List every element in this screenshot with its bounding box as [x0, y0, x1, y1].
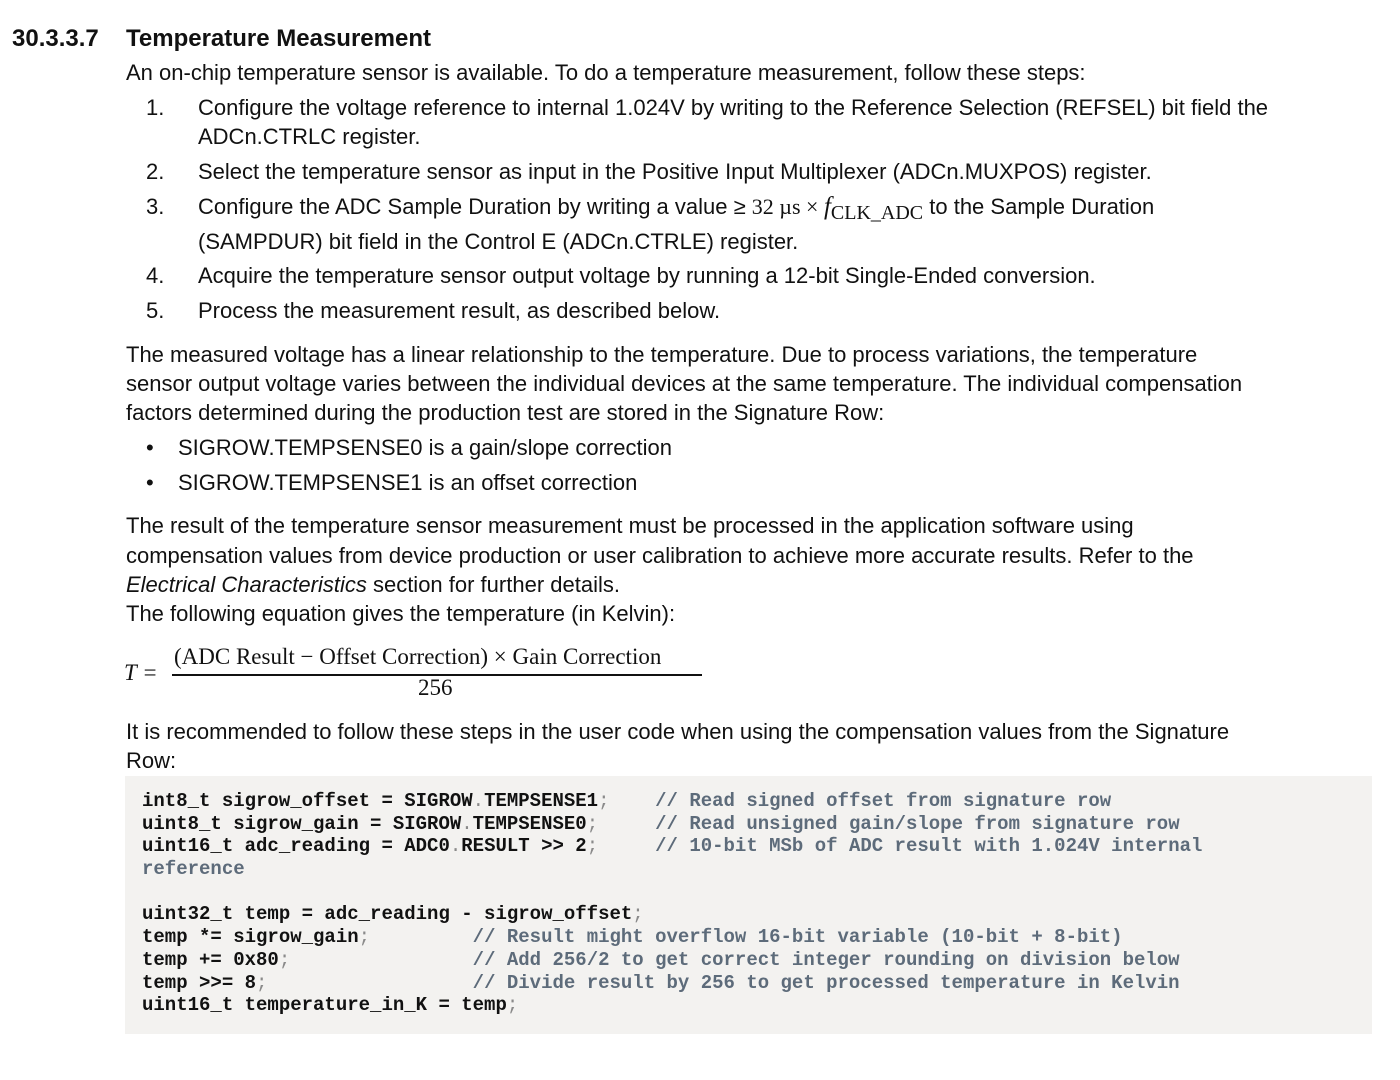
step-text: Configure the voltage reference to internal 1.024V by writing to the Reference Selection (REFSEL) bit field the [198, 95, 1269, 120]
section-title: Temperature Measurement [126, 25, 431, 52]
step-number: 4. [146, 263, 165, 288]
step-text: Acquire the temperature sensor output voltage by running a 12-bit Single-Ended conversion. [198, 263, 1096, 288]
code-comment: // 10-bit MSb of ADC result with 1.024V internal [655, 835, 1203, 858]
step-text: Select the temperature sensor as input in the Positive Input Multiplexer (ADCn.MUXPOS) register. [198, 159, 1152, 184]
code-punct: ; [586, 835, 599, 858]
code-comment: // Read signed offset from signature row [655, 790, 1112, 812]
code-line [142, 858, 1372, 881]
code-line [142, 835, 1372, 858]
code-pad [290, 949, 472, 971]
step-number: 5. [146, 298, 165, 323]
code-punct: ; [598, 790, 610, 812]
math-subscript: CLK_ADC [830, 202, 924, 224]
step-number: 3. [146, 194, 165, 219]
para2-line3: factors determined during the production test are stored in the Signature Row: [126, 400, 885, 425]
code-comment: // Add 256/2 to get correct integer rounding on division below [472, 948, 1180, 971]
code-punct: . [449, 835, 462, 858]
code-text: TEMPSENSE0 [472, 812, 587, 835]
code-text: uint32_t temp = adc_reading - sigrow_offset [142, 903, 633, 926]
code-punct: ; [358, 926, 371, 949]
code-text: temp *= sigrow_gain [142, 926, 359, 949]
code-text: uint16_t adc_reading = ADC0 [142, 835, 450, 858]
code-punct: ; [506, 994, 519, 1017]
para4-line1: It is recommended to follow these steps in the user code when using the compensation values from the Signature [126, 719, 1230, 744]
code-punct: . [461, 812, 473, 835]
math-f: f [823, 193, 831, 220]
math-duration: 32 µs × [751, 194, 824, 219]
code-punct: ; [256, 971, 268, 994]
code-comment: // Result might overflow 16-bit variable (10-bit + 8-bit) [472, 926, 1123, 949]
para3-line1: The result of the temperature sensor measurement must be processed in the application software using [126, 513, 1134, 538]
step-number: 2. [146, 159, 165, 184]
code-pad [267, 972, 472, 994]
code-comment: reference [142, 858, 245, 881]
code-text: TEMPSENSE1 [484, 790, 599, 812]
code-text: temp += 0x80 [142, 948, 279, 971]
code-text: temp >>= 8 [142, 971, 257, 994]
code-blank-line [142, 881, 1372, 904]
step-text: Process the measurement result, as described below. [198, 298, 721, 323]
code-line [142, 994, 1372, 1017]
para3-line3 [126, 570, 620, 599]
code-line [142, 972, 1372, 995]
section-number: 30.3.3.7 [12, 25, 99, 52]
para4-line2: Row: [126, 748, 177, 773]
code-line [142, 903, 1372, 926]
code-punct: . [472, 790, 485, 812]
step-text [198, 192, 1154, 228]
equation-denominator: 256 [418, 675, 453, 700]
code-pad [370, 926, 473, 948]
bullet-dot: • [146, 470, 154, 495]
code-line [142, 813, 1372, 836]
code-line [142, 790, 1372, 813]
code-line [142, 926, 1372, 949]
code-pad [598, 813, 655, 835]
intro-paragraph: An on-chip temperature sensor is available. To do a temperature measurement, follow these steps: [126, 60, 1086, 85]
temperature-equation [124, 640, 724, 710]
para2-line1: The measured voltage has a linear relationship to the temperature. Due to process variations, the temperature [126, 342, 1198, 367]
para3-line3-rest: section for further details. [366, 572, 620, 597]
code-pad [610, 790, 656, 812]
bullet-text: SIGROW.TEMPSENSE1 is an offset correction [178, 470, 638, 495]
code-text: uint16_t temperature_in_K = temp [142, 994, 507, 1017]
para2-line2: sensor output voltage varies between the individual devices at the same temperature. The individual compensation [126, 371, 1243, 396]
equation-lhs-text: T = [124, 660, 158, 685]
equation-numerator: (ADC Result − Offset Correction) × Gain Correction [174, 644, 662, 669]
para3-line4: The following equation gives the temperature (in Kelvin): [126, 601, 676, 626]
step-number: 1. [146, 95, 165, 120]
code-comment: // Read unsigned gain/slope from signature row [655, 812, 1180, 835]
code-text: RESULT >> 2 [461, 835, 587, 858]
code-comment: // Divide result by 256 to get processed temperature in Kelvin [472, 971, 1180, 994]
code-line [142, 949, 1372, 972]
step-text-pre: Configure the ADC Sample Duration by writing a value ≥ [198, 194, 752, 219]
code-text: uint8_t sigrow_gain = SIGROW [142, 812, 462, 835]
section-heading [12, 24, 431, 54]
code-punct: ; [632, 903, 644, 926]
code-punct: ; [278, 948, 291, 971]
code-pad [598, 835, 655, 857]
step-text: (SAMPDUR) bit field in the Control E (ADCn.CTRLE) register. [198, 229, 799, 254]
code-block [125, 776, 1372, 1034]
doc-reference: Electrical Characteristics [126, 572, 367, 597]
step-text: ADCn.CTRLC register. [198, 124, 421, 149]
equation-lhs [124, 660, 158, 686]
para3-line2: compensation values from device production or user calibration to achieve more accurate results. Refer to the [126, 543, 1194, 568]
bullet-dot: • [146, 435, 154, 460]
code-punct: ; [586, 812, 599, 835]
code-text: int8_t sigrow_offset = SIGROW [142, 790, 473, 812]
bullet-text: SIGROW.TEMPSENSE0 is a gain/slope correction [178, 435, 672, 460]
step-text-post: to the Sample Duration [923, 194, 1155, 219]
